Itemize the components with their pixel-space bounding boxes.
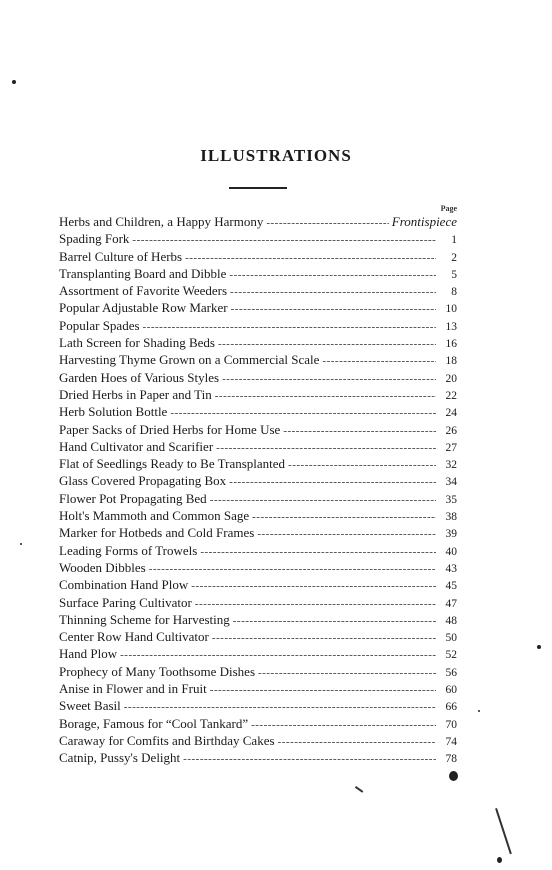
toc-entry <box>59 317 457 334</box>
toc-entry-page: 5 <box>451 268 457 281</box>
toc-entry-page: 78 <box>445 753 457 766</box>
toc-entry-title: Leading Forms of Trowels <box>59 542 198 558</box>
toc-entry <box>59 472 457 489</box>
toc-entry <box>59 611 457 628</box>
toc-entry-title: Thinning Scheme for Harvesting <box>59 611 230 627</box>
toc-entry-title: Surface Paring Cultivator <box>59 594 192 610</box>
scan-speck <box>537 645 541 649</box>
dot-leader <box>149 561 436 578</box>
toc-entry <box>59 230 457 247</box>
toc-entry-title: Herbs and Children, a Happy Harmony <box>59 214 264 229</box>
toc-entry <box>59 715 457 732</box>
toc-entry <box>59 351 457 368</box>
dot-leader <box>222 371 436 388</box>
toc-entry <box>59 248 457 265</box>
toc-entry-title: Popular Spades <box>59 317 140 333</box>
toc-entry-title: Prophecy of Many Toothsome Dishes <box>59 663 255 679</box>
toc-entry-page: 40 <box>445 545 457 558</box>
toc-entry-title: Marker for Hotbeds and Cold Frames <box>59 525 255 541</box>
toc-entry-page: 74 <box>445 735 457 748</box>
dot-leader <box>229 474 436 491</box>
toc-entry-title: Lath Screen for Shading Beds <box>59 335 215 351</box>
toc-entry-page: 26 <box>445 424 457 437</box>
toc-entry <box>59 265 457 282</box>
page-column-heading: Page <box>440 204 457 213</box>
toc-entry <box>59 524 457 541</box>
toc-entry-title: Spading Fork <box>59 231 130 247</box>
toc-entry <box>59 594 457 611</box>
toc-entry-title: Wooden Dibbles <box>59 559 146 575</box>
toc-entry <box>59 213 457 230</box>
dot-leader <box>283 423 436 440</box>
dot-leader <box>257 526 436 543</box>
toc-entry <box>59 697 457 714</box>
toc-entry <box>59 421 457 438</box>
toc-entry-page: 43 <box>445 562 457 575</box>
toc-entry-title: Paper Sacks of Dried Herbs for Home Use <box>59 421 281 437</box>
dot-leader <box>266 215 388 232</box>
toc-entry <box>59 282 457 299</box>
scan-mark <box>355 786 364 793</box>
toc-entry-page: 70 <box>445 718 457 731</box>
scan-mark <box>496 808 512 854</box>
toc-entry <box>59 369 457 386</box>
toc-entry-page: 22 <box>445 389 457 402</box>
toc-entry-page: 50 <box>445 632 457 645</box>
toc-entry-page: 20 <box>445 372 457 385</box>
toc-entry-title: Hand Cultivator and Scarifier <box>59 438 214 454</box>
toc-entry-page: 52 <box>445 649 457 662</box>
toc-entry <box>59 628 457 645</box>
dot-leader <box>322 353 436 370</box>
illustrations-list <box>59 213 457 767</box>
dot-leader <box>191 578 436 595</box>
title-rule <box>229 187 287 189</box>
toc-entry-title: Center Row Hand Cultivator <box>59 629 209 645</box>
toc-entry <box>59 645 457 662</box>
toc-entry-title: Caraway for Comfits and Birthday Cakes <box>59 732 275 748</box>
toc-entry-page: 47 <box>445 597 457 610</box>
toc-entry-title: Popular Adjustable Row Marker <box>59 300 228 316</box>
dot-leader <box>212 630 436 647</box>
dot-leader <box>288 457 436 474</box>
toc-entry <box>59 403 457 420</box>
toc-entry <box>59 386 457 403</box>
toc-entry <box>59 455 457 472</box>
toc-entry <box>59 559 457 576</box>
toc-entry-page: 48 <box>445 614 457 627</box>
toc-entry-title: Catnip, Pussy's Delight <box>59 750 181 766</box>
toc-entry-page: 2 <box>451 251 457 264</box>
toc-entry-page: 60 <box>445 684 457 697</box>
toc-entry <box>59 732 457 749</box>
dot-leader <box>251 717 436 734</box>
dot-leader <box>183 751 436 768</box>
dot-leader <box>229 267 436 284</box>
toc-entry-title: Anise in Flower and in Fruit <box>59 681 207 697</box>
toc-entry-page: 24 <box>445 407 457 420</box>
toc-entry-title: Flower Pot Propagating Bed <box>59 490 207 506</box>
toc-entry-title: Dried Herbs in Paper and Tin <box>59 386 212 402</box>
toc-entry-page: 1 <box>451 234 457 247</box>
toc-entry-page: 38 <box>445 511 457 524</box>
dot-leader <box>215 388 436 405</box>
toc-entry-title: Barrel Culture of Herbs <box>59 248 183 264</box>
toc-entry-title: Combination Hand Plow <box>59 577 189 593</box>
toc-entry-title: Hand Plow <box>59 646 118 662</box>
toc-entry <box>59 663 457 680</box>
toc-entry-title: Herb Solution Bottle <box>59 404 168 420</box>
scan-speck <box>20 543 22 545</box>
toc-entry <box>59 490 457 507</box>
dot-leader <box>230 284 436 301</box>
toc-entry-page: 27 <box>445 441 457 454</box>
toc-entry <box>59 576 457 593</box>
toc-entry <box>59 507 457 524</box>
toc-entry-title: Borage, Famous for “Cool Tankard” <box>59 715 249 731</box>
toc-entry-page: 35 <box>445 493 457 506</box>
dot-leader <box>195 596 436 613</box>
dot-leader <box>200 544 436 561</box>
dot-leader <box>258 665 436 682</box>
toc-entry <box>59 299 457 316</box>
toc-entry <box>59 438 457 455</box>
scan-speck <box>449 771 458 781</box>
scan-speck <box>497 857 502 863</box>
dot-leader <box>231 301 436 318</box>
toc-entry-title: Glass Covered Propagating Box <box>59 473 227 489</box>
toc-entry <box>59 542 457 559</box>
toc-entry-title: Holt's Mammoth and Common Sage <box>59 508 250 524</box>
scan-speck <box>478 710 480 712</box>
dot-leader <box>210 682 436 699</box>
toc-entry-title: Flat of Seedlings Ready to Be Transplanted <box>59 456 286 472</box>
toc-entry <box>59 334 457 351</box>
toc-entry-page: 32 <box>445 459 457 472</box>
toc-entry-page: 10 <box>445 303 457 316</box>
scan-speck <box>12 80 16 84</box>
toc-entry-page: 56 <box>445 666 457 679</box>
toc-entry-title: Garden Hoes of Various Styles <box>59 369 220 385</box>
dot-leader <box>278 734 436 751</box>
toc-entry-title: Transplanting Board and Dibble <box>59 265 227 281</box>
toc-entry-page: 18 <box>445 355 457 368</box>
dot-leader <box>252 509 436 526</box>
toc-entry-page: 45 <box>445 580 457 593</box>
toc-entry-page: 66 <box>445 701 457 714</box>
toc-entry-page: 13 <box>445 320 457 333</box>
toc-entry-page: Frontispiece <box>391 214 457 229</box>
toc-entry-page: 8 <box>451 286 457 299</box>
toc-entry <box>59 749 457 766</box>
toc-entry-title: Harvesting Thyme Grown on a Commercial Scale <box>59 352 320 368</box>
toc-entry-page: 16 <box>445 338 457 351</box>
dot-leader <box>233 613 436 630</box>
toc-entry <box>59 680 457 697</box>
toc-entry-page: 34 <box>445 476 457 489</box>
toc-entry-title: Sweet Basil <box>59 698 121 714</box>
page-title: ILLUSTRATIONS <box>200 146 352 165</box>
toc-entry-title: Assortment of Favorite Weeders <box>59 283 228 299</box>
toc-entry-page: 39 <box>445 528 457 541</box>
